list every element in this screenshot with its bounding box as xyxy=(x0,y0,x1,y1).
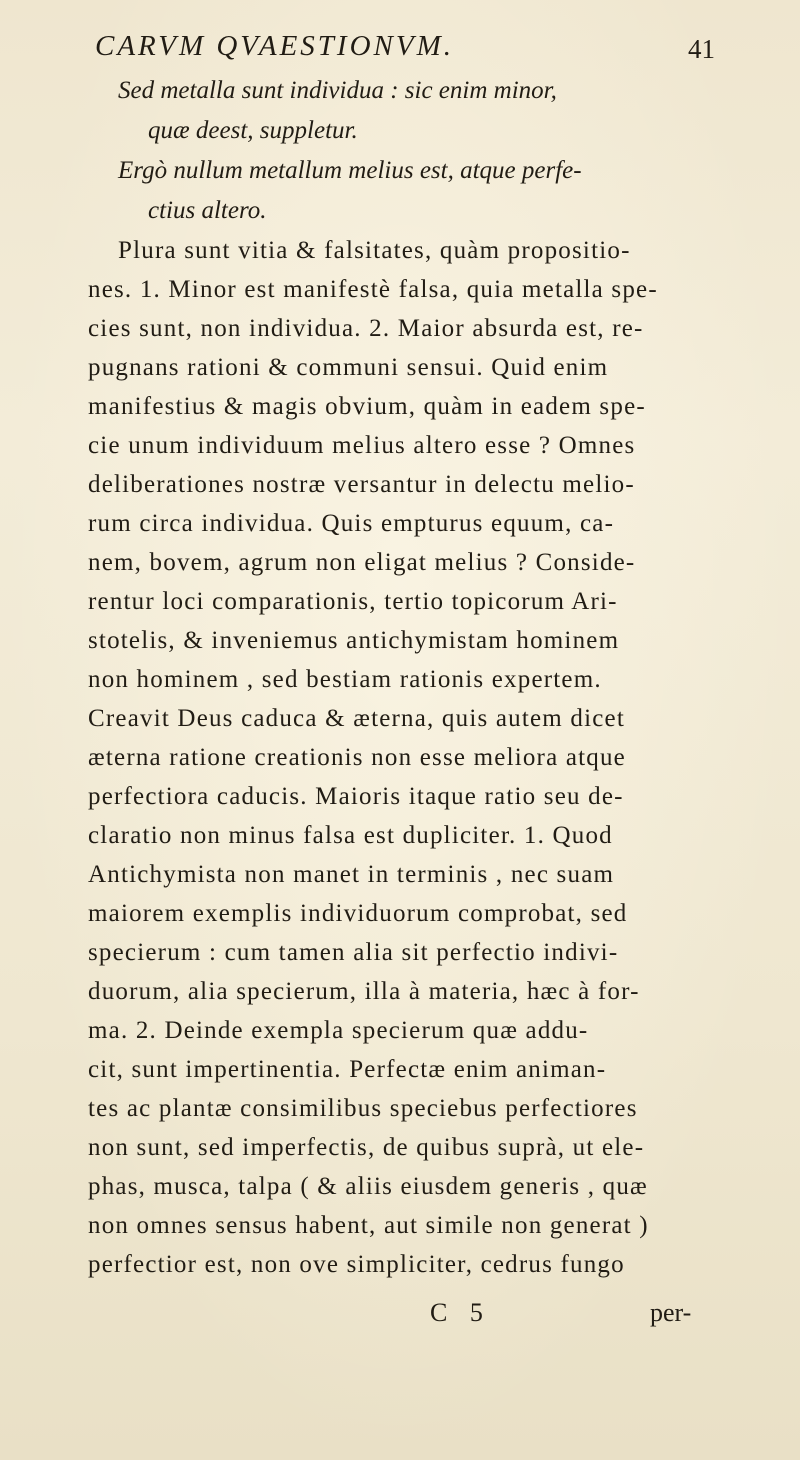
argument-line: quæ deest, suppletur. xyxy=(148,117,358,144)
page-footer xyxy=(0,1298,800,1334)
argument-line: Sed metalla sunt individua : sic enim minor, xyxy=(118,77,557,104)
text-line: stotelis, & inveniemus antichymistam hominem xyxy=(88,627,620,654)
text-line: rum circa individua. Quis empturus equum, ca- xyxy=(88,510,615,537)
text-line: specierum : cum tamen alia sit perfectio indivi- xyxy=(88,939,619,966)
text-line: claratio non minus falsa est dupliciter. 1. Quod xyxy=(88,822,613,849)
page-number: 41 xyxy=(688,34,715,64)
argument-line: Ergò nullum metallum melius est, atque perfe- xyxy=(118,157,582,184)
text-line: maiorem exemplis individuorum comprobat, sed xyxy=(88,900,628,927)
text-line: deliberationes nostræ versantur in delectu melio- xyxy=(88,471,635,498)
text-line: pugnans rationi & communi sensui. Quid enim xyxy=(88,354,609,381)
signature-mark: C 5 xyxy=(430,1298,491,1327)
argument-line: ctius altero. xyxy=(148,197,267,224)
text-line: Creavit Deus caduca & æterna, quis autem dicet xyxy=(88,705,625,732)
text-line: Plura sunt vitia & falsitates, quàm propositio- xyxy=(118,237,631,264)
text-line: non omnes sensus habent, aut simile non generat ) xyxy=(88,1212,649,1239)
text-line: cie unum individuum melius altero esse ? Omnes xyxy=(88,432,636,459)
text-line: perfectior est, non ove simpliciter, cedrus fungo xyxy=(88,1251,625,1278)
text-line: perfectiora caducis. Maioris itaque ratio seu de- xyxy=(88,783,624,810)
text-line: æterna ratione creationis non esse meliora atque xyxy=(88,744,626,771)
page-header xyxy=(95,30,715,72)
text-line: manifestius & magis obvium, quàm in eadem spe- xyxy=(88,393,646,420)
text-line: ma. 2. Deinde exempla specierum quæ addu- xyxy=(88,1017,589,1044)
text-line: phas, musca, talpa ( & aliis eiusdem generis , quæ xyxy=(88,1173,648,1200)
text-line: rentur loci comparationis, tertio topicorum Ari- xyxy=(88,588,618,615)
text-line: nes. 1. Minor est manifestè falsa, quia metalla spe- xyxy=(88,276,658,303)
catchword: per- xyxy=(650,1298,692,1327)
text-line: cies sunt, non individua. 2. Maior absurda est, re- xyxy=(88,315,644,342)
running-head: CARVM QVAESTIONVM. xyxy=(95,30,454,62)
text-line: duorum, alia specierum, illa à materia, hæc à for- xyxy=(88,978,640,1005)
text-line: tes ac plantæ consimilibus speciebus perfectiores xyxy=(88,1095,638,1122)
text-line: cit, sunt impertinentia. Perfectæ enim animan- xyxy=(88,1056,607,1083)
text-line: Antichymista non manet in terminis , nec suam xyxy=(88,861,615,888)
text-line: nem, bovem, agrum non eligat melius ? Conside- xyxy=(88,549,636,576)
text-line: non sunt, sed imperfectis, de quibus suprà, ut ele- xyxy=(88,1134,645,1161)
text-line: non hominem , sed bestiam rationis expertem. xyxy=(88,666,602,693)
